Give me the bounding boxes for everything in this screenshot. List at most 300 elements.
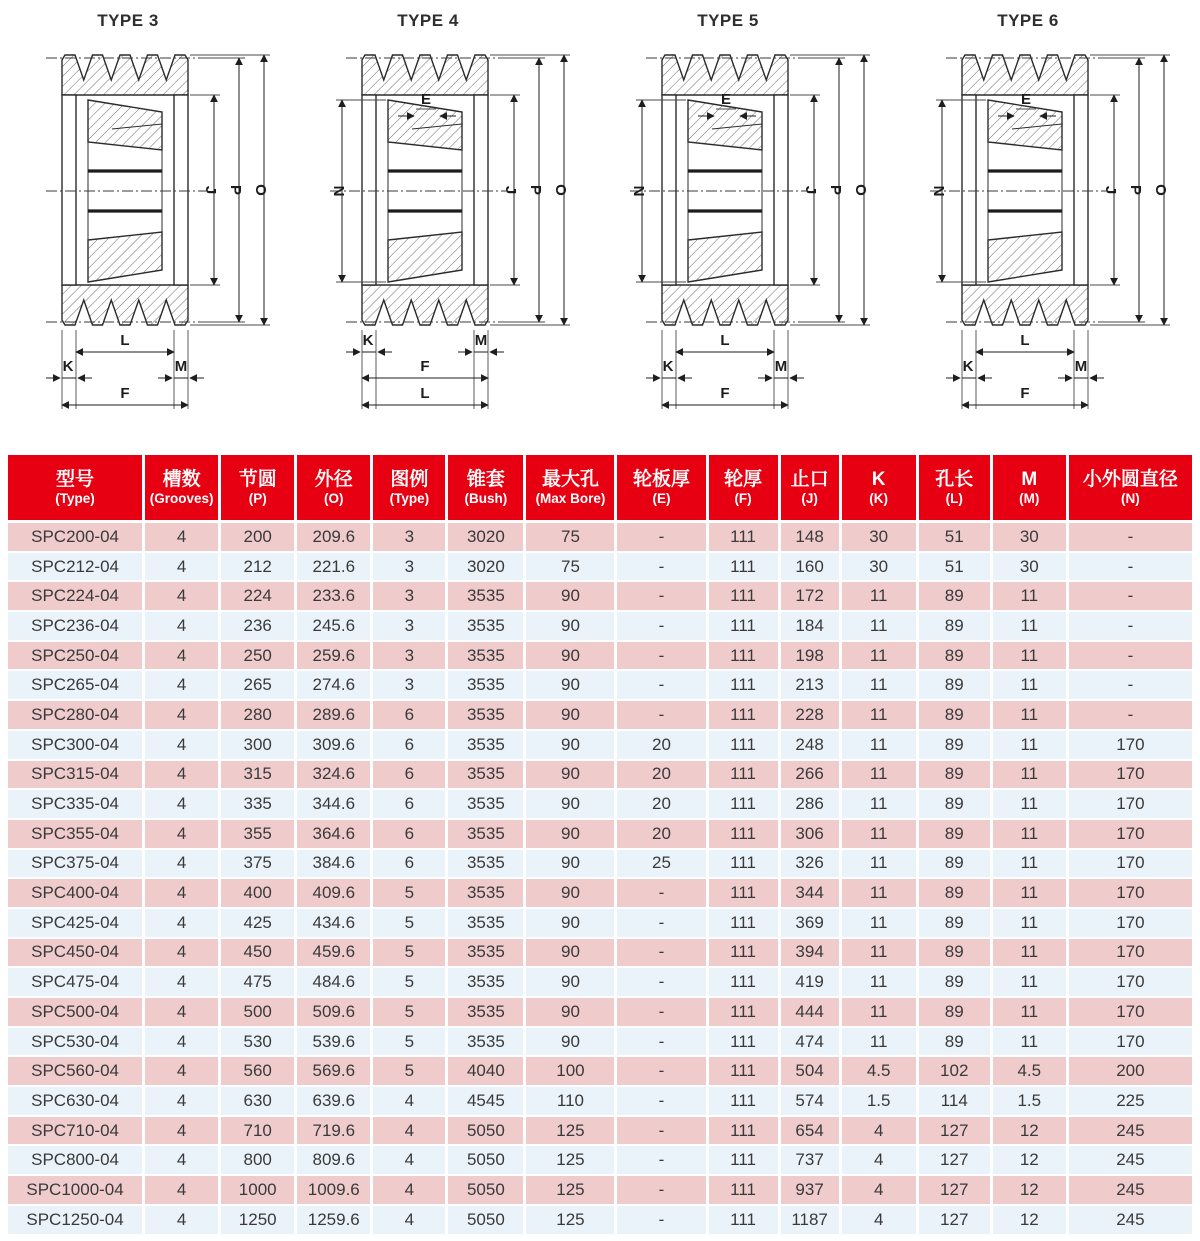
table-cell: - bbox=[617, 1146, 708, 1176]
table-cell: 125 bbox=[526, 1176, 617, 1206]
table-cell: 90 bbox=[526, 701, 617, 731]
table-row bbox=[8, 612, 1192, 642]
table-cell: 326 bbox=[781, 850, 842, 880]
table-cell: 4 bbox=[145, 701, 221, 731]
table-cell: 248 bbox=[781, 731, 842, 761]
table-cell: 4040 bbox=[448, 1057, 526, 1087]
pulley-drawing-type-3 bbox=[0, 0, 300, 452]
table-cell: 3 bbox=[373, 612, 448, 642]
table-cell: 11 bbox=[842, 642, 919, 672]
table-cell: 3535 bbox=[448, 612, 526, 642]
table-cell: 90 bbox=[526, 761, 617, 791]
taper-bush-lower bbox=[988, 232, 1062, 282]
dimension-label-l: L bbox=[720, 332, 730, 349]
table-cell: 12 bbox=[993, 1176, 1069, 1206]
table-cell: 11 bbox=[993, 1028, 1069, 1058]
table-cell: 300 bbox=[221, 731, 297, 761]
dimension-label-f: F bbox=[1020, 385, 1030, 402]
groove-rim-top bbox=[62, 55, 188, 95]
table-cell: 170 bbox=[1069, 998, 1192, 1028]
column-header-en: (N) bbox=[1121, 491, 1140, 506]
table-cell: 170 bbox=[1069, 1028, 1192, 1058]
dimension-label-o: O bbox=[552, 184, 569, 196]
table-cell: 236 bbox=[221, 612, 297, 642]
table-cell: 102 bbox=[919, 1057, 993, 1087]
table-row bbox=[8, 1176, 1192, 1206]
table-cell: SPC280-04 bbox=[8, 701, 145, 731]
diagram-title: TYPE 5 bbox=[697, 11, 759, 30]
table-cell: SPC300-04 bbox=[8, 731, 145, 761]
table-cell: 125 bbox=[526, 1206, 617, 1236]
dimension-label-n: N bbox=[930, 185, 947, 197]
diagram-type-6 bbox=[900, 0, 1200, 452]
groove-rim-top bbox=[662, 55, 788, 95]
table-cell: 4 bbox=[145, 642, 221, 672]
table-cell: SPC500-04 bbox=[8, 998, 145, 1028]
flange-right bbox=[174, 95, 188, 285]
table-cell: 111 bbox=[709, 1206, 781, 1236]
column-header-cn: 图例 bbox=[390, 469, 429, 490]
table-cell: 4 bbox=[145, 671, 221, 701]
table-cell: 20 bbox=[617, 820, 708, 850]
table-cell: 630 bbox=[221, 1087, 297, 1117]
table-cell: 114 bbox=[919, 1087, 993, 1117]
table-cell: 3535 bbox=[448, 998, 526, 1028]
table-cell: 170 bbox=[1069, 761, 1192, 791]
column-header-8 bbox=[709, 455, 781, 523]
table-cell: - bbox=[617, 939, 708, 969]
table-cell: 3 bbox=[373, 671, 448, 701]
table-cell: 509.6 bbox=[297, 998, 373, 1028]
table-cell: 3535 bbox=[448, 731, 526, 761]
table-cell: 20 bbox=[617, 790, 708, 820]
table-cell: 11 bbox=[993, 998, 1069, 1028]
table-cell: 4 bbox=[145, 820, 221, 850]
table-row bbox=[8, 1028, 1192, 1058]
table-cell: 11 bbox=[993, 731, 1069, 761]
column-header-cn: M bbox=[1021, 469, 1038, 490]
dimension-label-o: O bbox=[1152, 184, 1169, 196]
table-cell: 89 bbox=[919, 909, 993, 939]
table-cell: 20 bbox=[617, 761, 708, 791]
table-cell: 250 bbox=[221, 642, 297, 672]
pulley-drawing-type-6 bbox=[900, 0, 1200, 452]
table-cell: 90 bbox=[526, 731, 617, 761]
table-cell: SPC630-04 bbox=[8, 1087, 145, 1117]
table-cell: 11 bbox=[842, 790, 919, 820]
column-header-11 bbox=[919, 455, 993, 523]
table-cell: 111 bbox=[709, 523, 781, 553]
table-cell: 111 bbox=[709, 761, 781, 791]
table-cell: 286 bbox=[781, 790, 842, 820]
dimension-label-p: P bbox=[227, 184, 244, 196]
table-cell: 639.6 bbox=[297, 1087, 373, 1117]
table-cell: 51 bbox=[919, 523, 993, 553]
table-cell: 3535 bbox=[448, 909, 526, 939]
column-header-cn: 槽数 bbox=[162, 469, 201, 490]
dimension-label-j: J bbox=[802, 185, 819, 195]
table-row bbox=[8, 820, 1192, 850]
table-cell: 4 bbox=[145, 1146, 221, 1176]
table-cell: 170 bbox=[1069, 939, 1192, 969]
column-header-cn: 节圆 bbox=[238, 469, 277, 490]
table-cell: 6 bbox=[373, 790, 448, 820]
table-cell: 4 bbox=[842, 1146, 919, 1176]
spec-table-wrap bbox=[0, 452, 1200, 1236]
table-cell: 6 bbox=[373, 701, 448, 731]
column-header-6 bbox=[526, 455, 617, 523]
table-row bbox=[8, 1206, 1192, 1236]
taper-bush-lower bbox=[688, 232, 762, 282]
table-cell: 259.6 bbox=[297, 642, 373, 672]
column-header-en: (P) bbox=[248, 491, 267, 506]
column-header-9 bbox=[781, 455, 842, 523]
table-cell: 4 bbox=[145, 1028, 221, 1058]
table-cell: 400 bbox=[221, 879, 297, 909]
table-cell: 5 bbox=[373, 939, 448, 969]
table-cell: 800 bbox=[221, 1146, 297, 1176]
flange-right bbox=[774, 95, 788, 285]
table-cell: 111 bbox=[709, 939, 781, 969]
table-cell: 3535 bbox=[448, 968, 526, 998]
table-cell: 11 bbox=[842, 850, 919, 880]
table-cell: 539.6 bbox=[297, 1028, 373, 1058]
flange-left bbox=[662, 95, 676, 285]
table-cell: 111 bbox=[709, 1117, 781, 1147]
table-cell: 111 bbox=[709, 553, 781, 583]
table-cell: 1.5 bbox=[842, 1087, 919, 1117]
table-cell: 3535 bbox=[448, 582, 526, 612]
table-cell: 3535 bbox=[448, 761, 526, 791]
table-cell: 444 bbox=[781, 998, 842, 1028]
diagram-title: TYPE 6 bbox=[997, 11, 1059, 30]
table-row bbox=[8, 761, 1192, 791]
table-row bbox=[8, 909, 1192, 939]
table-cell: 719.6 bbox=[297, 1117, 373, 1147]
column-header-cn: 外径 bbox=[314, 469, 353, 490]
table-cell: 90 bbox=[526, 671, 617, 701]
table-row bbox=[8, 671, 1192, 701]
table-cell: 4 bbox=[145, 939, 221, 969]
dimension-label-o: O bbox=[252, 184, 269, 196]
table-cell: 111 bbox=[709, 879, 781, 909]
table-cell: - bbox=[1069, 642, 1192, 672]
table-cell: 75 bbox=[526, 553, 617, 583]
table-cell: 11 bbox=[842, 671, 919, 701]
table-cell: 89 bbox=[919, 671, 993, 701]
table-cell: 127 bbox=[919, 1146, 993, 1176]
table-cell: 11 bbox=[993, 612, 1069, 642]
column-header-cn: 最大孔 bbox=[541, 469, 599, 490]
table-cell: 89 bbox=[919, 582, 993, 612]
table-cell: 11 bbox=[993, 671, 1069, 701]
table-row bbox=[8, 968, 1192, 998]
groove-rim-top bbox=[962, 55, 1088, 95]
table-cell: 125 bbox=[526, 1117, 617, 1147]
column-header-en: (M) bbox=[1019, 491, 1040, 506]
table-cell: - bbox=[617, 998, 708, 1028]
table-cell: 89 bbox=[919, 701, 993, 731]
table-cell: 170 bbox=[1069, 968, 1192, 998]
table-cell: SPC315-04 bbox=[8, 761, 145, 791]
table-cell: 89 bbox=[919, 939, 993, 969]
table-cell: 265 bbox=[221, 671, 297, 701]
table-cell: SPC250-04 bbox=[8, 642, 145, 672]
table-cell: - bbox=[617, 523, 708, 553]
table-cell: 4 bbox=[145, 1117, 221, 1147]
table-cell: 4545 bbox=[448, 1087, 526, 1117]
table-cell: 3535 bbox=[448, 879, 526, 909]
column-header-en: (L) bbox=[945, 491, 963, 506]
table-cell: 344 bbox=[781, 879, 842, 909]
table-cell: - bbox=[617, 701, 708, 731]
table-cell: 90 bbox=[526, 909, 617, 939]
table-row bbox=[8, 523, 1192, 553]
table-cell: 3 bbox=[373, 523, 448, 553]
table-cell: 4 bbox=[145, 612, 221, 642]
table-cell: 170 bbox=[1069, 820, 1192, 850]
table-cell: 11 bbox=[993, 642, 1069, 672]
table-cell: SPC710-04 bbox=[8, 1117, 145, 1147]
table-cell: 4 bbox=[373, 1176, 448, 1206]
table-cell: 11 bbox=[993, 820, 1069, 850]
table-cell: 937 bbox=[781, 1176, 842, 1206]
table-cell: 221.6 bbox=[297, 553, 373, 583]
table-cell: 89 bbox=[919, 761, 993, 791]
table-cell: 11 bbox=[842, 701, 919, 731]
dimension-label-p: P bbox=[527, 184, 544, 196]
table-cell: 1250 bbox=[221, 1206, 297, 1236]
table-cell: 355 bbox=[221, 820, 297, 850]
table-cell: 504 bbox=[781, 1057, 842, 1087]
column-header-en: (Type) bbox=[389, 491, 430, 506]
table-cell: 384.6 bbox=[297, 850, 373, 880]
table-cell: 111 bbox=[709, 1146, 781, 1176]
table-cell: 75 bbox=[526, 523, 617, 553]
table-cell: 11 bbox=[842, 731, 919, 761]
column-header-7 bbox=[617, 455, 708, 523]
table-cell: 245.6 bbox=[297, 612, 373, 642]
table-cell: 459.6 bbox=[297, 939, 373, 969]
table-cell: 484.6 bbox=[297, 968, 373, 998]
table-cell: 4 bbox=[145, 790, 221, 820]
table-cell: 12 bbox=[993, 1117, 1069, 1147]
table-cell: 11 bbox=[842, 582, 919, 612]
table-cell: 1259.6 bbox=[297, 1206, 373, 1236]
pulley-drawing-type-4 bbox=[300, 0, 600, 452]
table-cell: 90 bbox=[526, 850, 617, 880]
pulley-drawing-type-5 bbox=[600, 0, 900, 452]
table-cell: 170 bbox=[1069, 850, 1192, 880]
table-cell: SPC212-04 bbox=[8, 553, 145, 583]
column-header-cn: 止口 bbox=[790, 469, 829, 490]
column-header-en: (Max Bore) bbox=[535, 491, 606, 506]
diagram-title: TYPE 4 bbox=[397, 11, 459, 30]
column-header-en: (Bush) bbox=[464, 491, 508, 506]
table-cell: 530 bbox=[221, 1028, 297, 1058]
header-row bbox=[8, 455, 1192, 523]
dimension-label-m: M bbox=[774, 358, 788, 375]
table-cell: 11 bbox=[993, 790, 1069, 820]
table-cell: SPC425-04 bbox=[8, 909, 145, 939]
table-cell: 172 bbox=[781, 582, 842, 612]
column-header-cn: K bbox=[871, 469, 886, 490]
table-cell: 5 bbox=[373, 998, 448, 1028]
flange-right bbox=[474, 95, 488, 285]
table-row bbox=[8, 1057, 1192, 1087]
table-cell: - bbox=[617, 968, 708, 998]
dimension-label-e: E bbox=[420, 91, 432, 108]
table-cell: - bbox=[1069, 671, 1192, 701]
table-cell: 111 bbox=[709, 909, 781, 939]
table-cell: 710 bbox=[221, 1117, 297, 1147]
table-cell: 4 bbox=[145, 731, 221, 761]
table-cell: 90 bbox=[526, 998, 617, 1028]
table-cell: 569.6 bbox=[297, 1057, 373, 1087]
table-cell: 89 bbox=[919, 820, 993, 850]
table-cell: 3535 bbox=[448, 939, 526, 969]
table-row bbox=[8, 731, 1192, 761]
column-header-cn: 轮板厚 bbox=[633, 469, 691, 490]
diagram-title: TYPE 3 bbox=[97, 11, 159, 30]
table-cell: 1009.6 bbox=[297, 1176, 373, 1206]
table-cell: 170 bbox=[1069, 731, 1192, 761]
table-cell: 4 bbox=[145, 1176, 221, 1206]
table-cell: 111 bbox=[709, 731, 781, 761]
dimension-label-j: J bbox=[202, 185, 219, 195]
table-row bbox=[8, 553, 1192, 583]
table-cell: 4 bbox=[842, 1117, 919, 1147]
table-cell: 90 bbox=[526, 968, 617, 998]
flange-left bbox=[62, 95, 76, 285]
table-cell: 315 bbox=[221, 761, 297, 791]
table-cell: 89 bbox=[919, 968, 993, 998]
dimension-label-p: P bbox=[1127, 184, 1144, 196]
table-cell: 111 bbox=[709, 1087, 781, 1117]
column-header-en: (Type) bbox=[55, 491, 95, 506]
table-cell: - bbox=[617, 879, 708, 909]
table-cell: 111 bbox=[709, 1176, 781, 1206]
table-cell: 89 bbox=[919, 612, 993, 642]
table-cell: 11 bbox=[842, 879, 919, 909]
table-cell: - bbox=[617, 582, 708, 612]
table-cell: 111 bbox=[709, 968, 781, 998]
table-cell: - bbox=[1069, 553, 1192, 583]
dimension-label-e: E bbox=[720, 91, 732, 108]
table-cell: SPC224-04 bbox=[8, 582, 145, 612]
table-cell: 90 bbox=[526, 582, 617, 612]
table-cell: 111 bbox=[709, 850, 781, 880]
column-header-cn: 小外圆直径 bbox=[1082, 469, 1178, 490]
dimension-label-j: J bbox=[502, 185, 519, 195]
column-header-3 bbox=[297, 455, 373, 523]
dimension-label-f: F bbox=[120, 385, 130, 402]
dimension-label-l: L bbox=[420, 385, 430, 402]
flange-left bbox=[962, 95, 976, 285]
table-cell: - bbox=[617, 1206, 708, 1236]
table-cell: 450 bbox=[221, 939, 297, 969]
table-cell: - bbox=[617, 612, 708, 642]
table-cell: 274.6 bbox=[297, 671, 373, 701]
table-cell: 394 bbox=[781, 939, 842, 969]
table-cell: 89 bbox=[919, 1028, 993, 1058]
table-cell: 434.6 bbox=[297, 909, 373, 939]
table-cell: - bbox=[617, 553, 708, 583]
table-cell: 245 bbox=[1069, 1176, 1192, 1206]
table-cell: 111 bbox=[709, 790, 781, 820]
diagram-strip bbox=[0, 0, 1200, 452]
table-cell: 11 bbox=[993, 761, 1069, 791]
table-cell: 11 bbox=[993, 850, 1069, 880]
table-cell: 170 bbox=[1069, 790, 1192, 820]
table-cell: 11 bbox=[842, 761, 919, 791]
dimension-label-j: J bbox=[1102, 185, 1119, 195]
table-cell: 89 bbox=[919, 790, 993, 820]
table-cell: SPC800-04 bbox=[8, 1146, 145, 1176]
table-cell: 200 bbox=[1069, 1057, 1192, 1087]
table-cell: 4 bbox=[373, 1117, 448, 1147]
table-cell: 20 bbox=[617, 731, 708, 761]
table-cell: 12 bbox=[993, 1146, 1069, 1176]
dimension-label-p: P bbox=[827, 184, 844, 196]
groove-rim-bottom bbox=[362, 285, 488, 325]
table-cell: 3535 bbox=[448, 701, 526, 731]
table-cell: - bbox=[617, 1087, 708, 1117]
groove-rim-bottom bbox=[662, 285, 788, 325]
diagram-type-3 bbox=[0, 0, 300, 452]
table-cell: 425 bbox=[221, 909, 297, 939]
table-cell: 245 bbox=[1069, 1117, 1192, 1147]
table-cell: 170 bbox=[1069, 879, 1192, 909]
table-cell: 3535 bbox=[448, 642, 526, 672]
table-cell: 127 bbox=[919, 1117, 993, 1147]
table-cell: 125 bbox=[526, 1146, 617, 1176]
table-cell: 289.6 bbox=[297, 701, 373, 731]
dimension-label-m: M bbox=[474, 332, 488, 349]
table-cell: 4 bbox=[145, 968, 221, 998]
table-cell: 3535 bbox=[448, 850, 526, 880]
table-cell: 309.6 bbox=[297, 731, 373, 761]
column-header-en: (J) bbox=[801, 491, 818, 506]
table-cell: 3 bbox=[373, 642, 448, 672]
table-cell: 111 bbox=[709, 701, 781, 731]
taper-bush-lower bbox=[388, 232, 462, 282]
table-cell: 233.6 bbox=[297, 582, 373, 612]
table-cell: 560 bbox=[221, 1057, 297, 1087]
dimension-label-k: K bbox=[62, 358, 74, 375]
table-cell: 4 bbox=[145, 879, 221, 909]
table-cell: 228 bbox=[781, 701, 842, 731]
table-cell: SPC355-04 bbox=[8, 820, 145, 850]
table-cell: 89 bbox=[919, 879, 993, 909]
table-cell: SPC1250-04 bbox=[8, 1206, 145, 1236]
table-cell: 6 bbox=[373, 850, 448, 880]
table-cell: 3535 bbox=[448, 820, 526, 850]
table-cell: 574 bbox=[781, 1087, 842, 1117]
table-cell: - bbox=[617, 1057, 708, 1087]
table-cell: 4 bbox=[145, 998, 221, 1028]
table-cell: 89 bbox=[919, 998, 993, 1028]
table-row bbox=[8, 701, 1192, 731]
table-cell: 3020 bbox=[448, 553, 526, 583]
table-cell: 225 bbox=[1069, 1087, 1192, 1117]
table-cell: 30 bbox=[842, 553, 919, 583]
table-cell: - bbox=[617, 1028, 708, 1058]
table-cell: 4 bbox=[145, 553, 221, 583]
table-cell: 213 bbox=[781, 671, 842, 701]
column-header-en: (K) bbox=[869, 491, 889, 506]
table-cell: SPC375-04 bbox=[8, 850, 145, 880]
